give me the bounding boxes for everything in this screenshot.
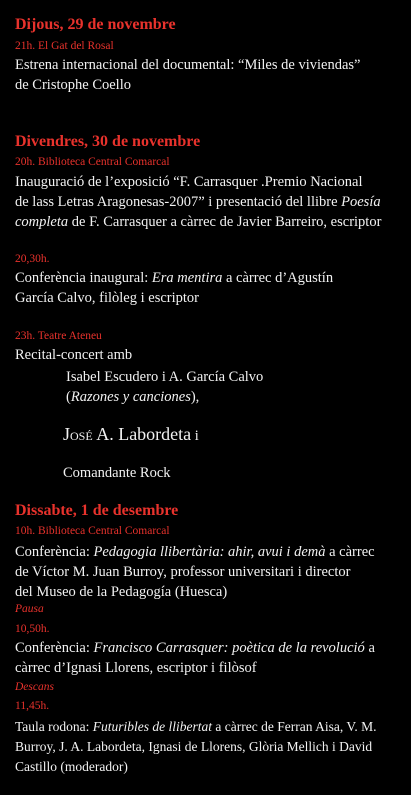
- event-line: càrrec d’Ignasi Llorens, escriptor i filòsof: [15, 660, 257, 676]
- event-line: Conferència: Francisco Carrasquer: poètica de la revolució a: [15, 640, 375, 656]
- event-time: 11,45h.: [15, 700, 50, 712]
- event-time: 20h. Biblioteca Central Comarcal: [15, 156, 170, 168]
- event-line: Recital-concert amb: [15, 347, 133, 363]
- book-title: completa: [15, 214, 69, 230]
- book-title: Poesía: [341, 194, 381, 210]
- event-line: del Museo de la Pedagogía (Huesca): [15, 584, 228, 600]
- event-time: 10,50h.: [15, 623, 50, 635]
- performer-line: (Razones y canciones),: [66, 389, 200, 405]
- talk-title: Era mentira: [151, 270, 223, 286]
- event-time: 10h. Biblioteca Central Comarcal: [15, 525, 170, 537]
- performer-line: Isabel Escudero i A. García Calvo: [66, 369, 264, 385]
- event-line: Castillo (moderador): [15, 759, 128, 774]
- event-line: Inauguració de l’exposició “F. Carrasquer .Premio Nacional: [15, 174, 363, 190]
- performer-line: Comandante Rock: [63, 465, 171, 481]
- event-time: 20,30h.: [15, 253, 50, 265]
- event-line: de Cristophe Coello: [15, 77, 131, 93]
- talk-title: Pedagogia llibertària: ahir, avui i demà: [93, 544, 326, 560]
- day-heading: Dissabte, 1 de desembre: [15, 502, 179, 519]
- talk-title: Francisco Carrasquer: poètica de la revolució: [93, 640, 365, 656]
- performer-name: JOSÉ A. Labordeta i: [63, 424, 199, 444]
- break-label: Descans: [15, 681, 54, 693]
- talk-title: Futuribles de llibertat: [92, 719, 213, 734]
- show-title: Razones y canciones: [70, 389, 191, 405]
- event-time: 21h. El Gat del Rosal: [15, 40, 114, 52]
- event-line: completa de F. Carrasquer a càrrec de Javier Barreiro, escriptor: [15, 214, 382, 230]
- event-time: 23h. Teatre Ateneu: [15, 330, 102, 342]
- break-label: Pausa: [15, 603, 44, 615]
- day-heading: Dijous, 29 de novembre: [15, 16, 176, 33]
- day-heading: Divendres, 30 de novembre: [15, 133, 201, 150]
- event-line: de lass Letras Aragonesas-2007” i presentació del llibre Poesía: [15, 194, 381, 210]
- event-line: Taula rodona: Futuribles de llibertat a càrrec de Ferran Aisa, V. M.: [15, 719, 377, 734]
- event-line: de Víctor M. Juan Burroy, professor universitari i director: [15, 564, 351, 580]
- event-line: Conferència: Pedagogia llibertària: ahir, avui i demà a càrrec: [15, 544, 375, 560]
- event-line: Estrena internacional del documental: “Miles de viviendas”: [15, 57, 361, 73]
- event-line: Burroy, J. A. Labordeta, Ignasi de Llorens, Glòria Mellich i David: [15, 739, 373, 754]
- event-line: García Calvo, filòleg i escriptor: [15, 290, 200, 306]
- event-line: Conferència inaugural: Era mentira a càrrec d’Agustín: [15, 270, 334, 286]
